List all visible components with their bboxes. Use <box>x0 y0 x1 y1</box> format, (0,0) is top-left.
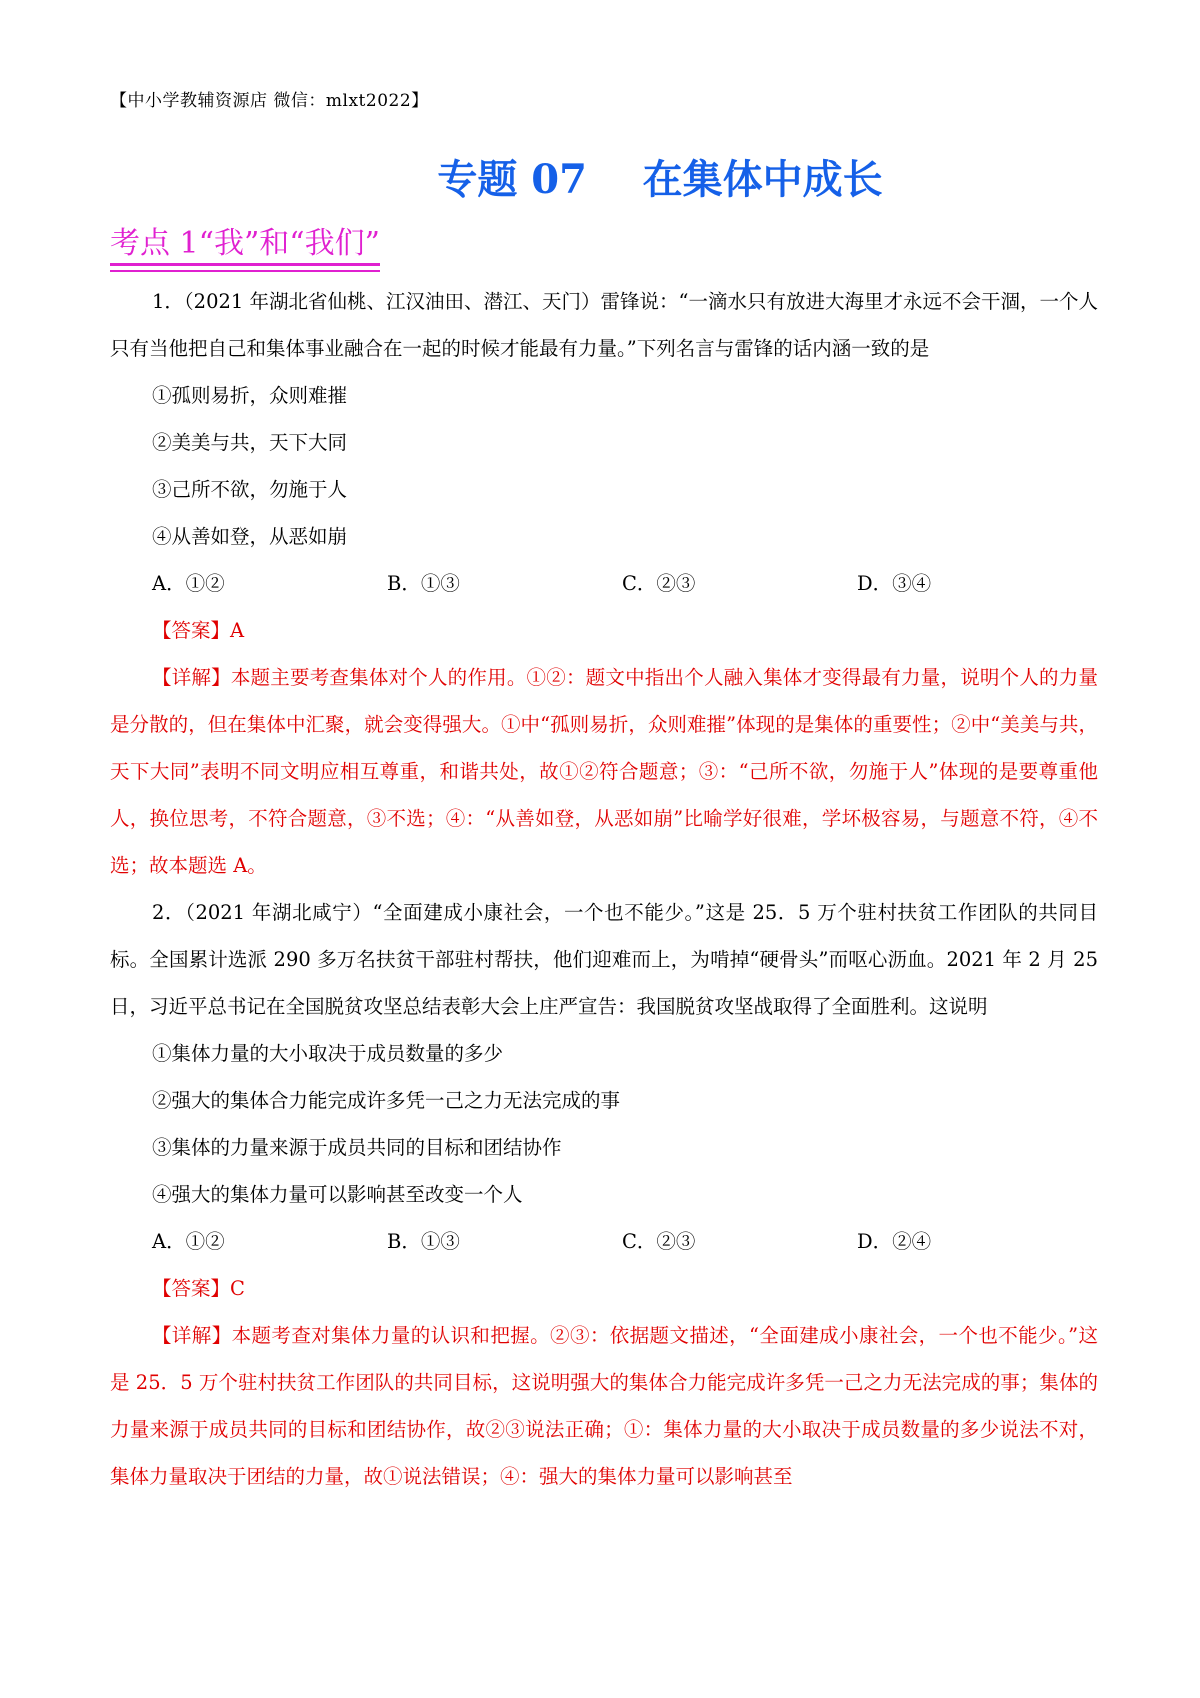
q2-choice-b: B．①③ <box>387 1230 460 1253</box>
header-note: 【中小学教辅资源店 微信：mlxt2022】 <box>110 91 429 111</box>
heading-underline-2 <box>110 270 380 272</box>
heading-underline <box>110 263 380 266</box>
q2-choice-d: D．②④ <box>857 1230 932 1253</box>
q1-stem: 1．（2021 年湖北省仙桃、江汉油田、潜江、天门）雷锋说：“一滴水只有放进大海里才永远不会干涸，一个人只有当他把自己和集体事业融合在一起的时候才能最有力量。”下列名言与雷锋的话内涵一致的是 <box>110 290 1098 360</box>
page-title: 专题 07 在集体中成长 <box>437 156 883 203</box>
q2-option-3: ③集体的力量来源于成员共同的目标和团结协作 <box>152 1136 562 1159</box>
q2-detail: 【详解】本题考查对集体力量的认识和把握。②③：依据题文描述，“全面建成小康社会，一个也不能少。”这是 25．5 万个驻村扶贫工作团队的共同目标，这说明强大的集体合力能完成许多凭一己之力无法完成的事；集体的力量来源于成员共同的目标和团结协作，故②③说法正确；①：集体力量的大小取决于成员数量的多少说法不对，集体力量取决于团结的力量，故①说法错误；④：强大的集体力量可以影响甚至 <box>110 1324 1098 1488</box>
q1-choice-b: B．①③ <box>387 572 460 595</box>
q2-option-2: ②强大的集体合力能完成许多凭一己之力无法完成的事 <box>152 1089 621 1112</box>
q1-choices <box>110 560 1098 607</box>
q1-option-4: ④从善如登，从恶如崩 <box>152 525 348 548</box>
q1-choice-c: C．②③ <box>622 572 696 595</box>
section-heading <box>110 218 380 262</box>
q1-choice-d: D．③④ <box>857 572 932 595</box>
q1-option-1: ①孤则易折，众则难摧 <box>152 384 348 407</box>
q1-option-2: ②美美与共，天下大同 <box>152 431 348 454</box>
q2-choice-c: C．②③ <box>622 1230 696 1253</box>
q1-choice-a: A．①② <box>152 572 225 595</box>
document-body <box>110 278 1098 1500</box>
q2-answer: 【答案】C <box>152 1277 245 1300</box>
section-heading-text: 考点 1“我”和“我们” <box>110 226 380 261</box>
q1-detail: 【详解】本题主要考查集体对个人的作用。①②：题文中指出个人融入集体才变得最有力量，说明个人的力量是分散的，但在集体中汇聚，就会变得强大。①中“孤则易折，众则难摧”体现的是集体的重要性；②中“美美与共，天下大同”表明不同文明应相互尊重，和谐共处，故①②符合题意；③：“己所不欲，勿施于人”体现的是要尊重他人，换位思考，不符合题意，③不选；④：“从善如登，从恶如崩”比喻学好很难，学坏极容易，与题意不符，④不选；故本题选 A。 <box>110 666 1098 877</box>
q2-choice-a: A．①② <box>152 1230 225 1253</box>
q2-option-1: ①集体力量的大小取决于成员数量的多少 <box>152 1042 504 1065</box>
q1-answer: 【答案】A <box>152 619 245 642</box>
q2-option-4: ④强大的集体力量可以影响甚至改变一个人 <box>152 1183 523 1206</box>
q2-stem: 2．（2021 年湖北咸宁）“全面建成小康社会，一个也不能少。”这是 25．5 万个驻村扶贫工作团队的共同目标。全国累计选派 290 多万名扶贫干部驻村帮扶，他们迎难而上，为啃掉“硬骨头”而呕心沥血。2021 年 2 月 25 日，习近平总书记在全国脱贫攻坚总结表彰大会上庄严宣告：我国脱贫攻坚战取得了全面胜利。这说明 <box>110 901 1098 1018</box>
q2-choices <box>110 1218 1098 1265</box>
q1-option-3: ③己所不欲，勿施于人 <box>152 478 348 501</box>
